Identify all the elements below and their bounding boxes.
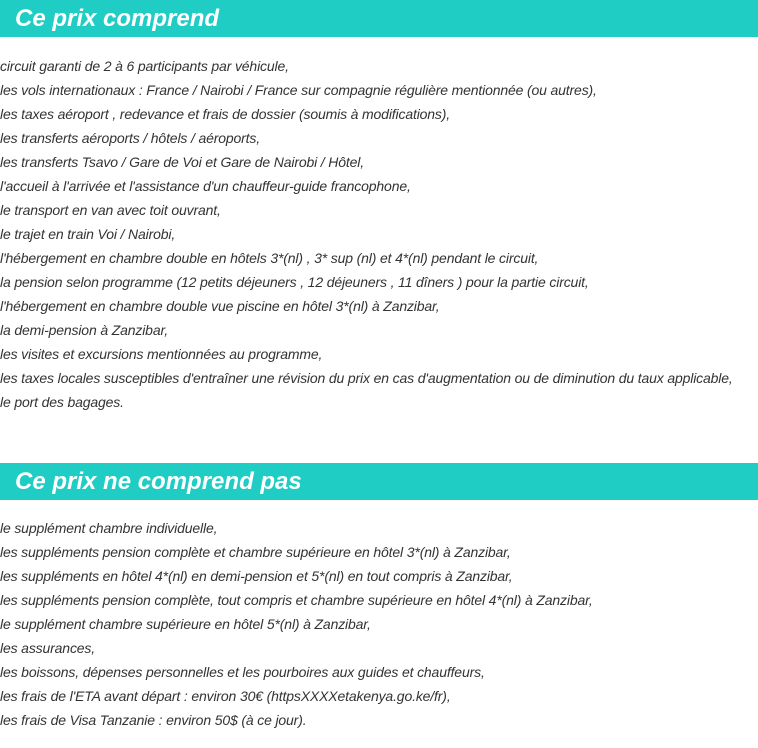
list-item: les suppléments pension complète, tout compris et chambre supérieure en hôtel 4*(nl) à Zanzibar, <box>0 592 593 608</box>
list-item: les suppléments en hôtel 4*(nl) en demi-pension et 5*(nl) en tout compris à Zanzibar, <box>0 568 513 584</box>
list-item: la pension selon programme (12 petits déjeuners , 12 déjeuners , 11 dîners ) pour la partie circuit, <box>0 274 589 290</box>
list-item: l'hébergement en chambre double vue piscine en hôtel 3*(nl) à Zanzibar, <box>0 298 440 314</box>
list-item: les assurances, <box>0 640 96 656</box>
excluded-section-title: Ce prix ne comprend pas <box>15 467 302 495</box>
excluded-items-list <box>0 516 593 732</box>
list-item: les boissons, dépenses personnelles et les pourboires aux guides et chauffeurs, <box>0 664 485 680</box>
list-item: l'accueil à l'arrivée et l'assistance d'un chauffeur-guide francophone, <box>0 178 411 194</box>
list-item: les transferts aéroports / hôtels / aéroports, <box>0 130 261 146</box>
list-item: le trajet en train Voi / Nairobi, <box>0 226 176 242</box>
list-item: le port des bagages. <box>0 394 124 410</box>
excluded-section-header <box>0 463 758 500</box>
list-item: le supplément chambre supérieure en hôtel 5*(nl) à Zanzibar, <box>0 616 371 632</box>
list-item: circuit garanti de 2 à 6 participants par véhicule, <box>0 58 289 74</box>
list-item: les vols internationaux : France / Nairobi / France sur compagnie régulière mentionnée (ou autres), <box>0 82 597 98</box>
list-item: les transferts Tsavo / Gare de Voi et Gare de Nairobi / Hôtel, <box>0 154 364 170</box>
list-item: l'hébergement en chambre double en hôtels 3*(nl) , 3* sup (nl) et 4*(nl) pendant le circuit, <box>0 250 539 266</box>
list-item: le supplément chambre individuelle, <box>0 520 218 536</box>
list-item: les frais de l'ETA avant départ : environ 30€ (httpsXXXXetakenya.go.ke/fr), <box>0 688 451 704</box>
list-item: le transport en van avec toit ouvrant, <box>0 202 221 218</box>
included-items-list <box>0 54 733 414</box>
list-item: les taxes locales susceptibles d'entraîner une révision du prix en cas d'augmentation ou de diminution du taux applicable, <box>0 370 733 386</box>
list-item: les visites et excursions mentionnées au programme, <box>0 346 323 362</box>
list-item: la demi-pension à Zanzibar, <box>0 322 168 338</box>
included-section-header <box>0 0 758 37</box>
list-item: les taxes aéroport , redevance et frais de dossier (soumis à modifications), <box>0 106 451 122</box>
list-item: les suppléments pension complète et chambre supérieure en hôtel 3*(nl) à Zanzibar, <box>0 544 511 560</box>
included-section-title: Ce prix comprend <box>15 4 220 32</box>
list-item: les frais de Visa Tanzanie : environ 50$ (à ce jour). <box>0 712 307 728</box>
